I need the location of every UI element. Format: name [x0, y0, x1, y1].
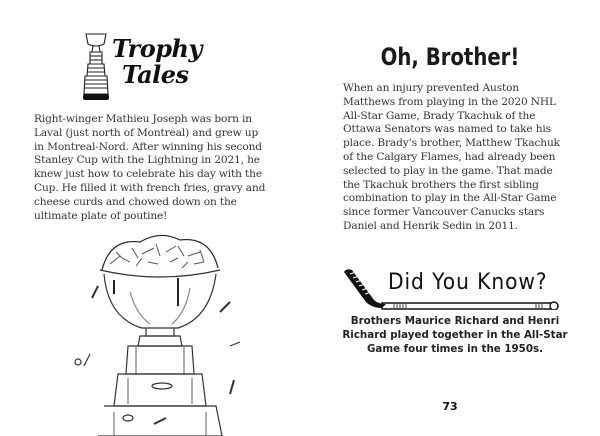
- stanley-cup-icon: [80, 32, 112, 102]
- did-you-know-text: Brothers Maurice Richard and Henri Richard played together in the All-Star Game four times in the 1950s.: [342, 315, 568, 355]
- trophy-tales-line1: Trophy: [112, 34, 202, 63]
- oh-brother-body: When an injury prevented Auston Matthews from playing in the 2020 NHL All-Star Game, Brady Tkachuk of the Ottawa Senators was named to take his place. Brady’s brother, Matthew Tkachuk of the Calgary Flames, had already been selected to play in the game. That made the Tkachuk brothers the first sibling combination to play in the All-Star Game since former Vancouver Canucks stars Daniel and Henrik Sedin in 2011.: [343, 82, 560, 232]
- trophy-tales-line2: Tales: [122, 60, 189, 89]
- poutine-cup-illustration: [70, 228, 250, 436]
- page-number: 73: [442, 400, 458, 413]
- right-page: [300, 0, 600, 436]
- did-you-know-heading: [342, 266, 562, 310]
- trophy-tales-title: [112, 36, 202, 88]
- trophy-tales-heading: [78, 30, 218, 105]
- page-title: Oh, Brother!: [380, 43, 520, 71]
- trophy-tales-body: Right-winger Mathieu Joseph was born in Laval (just north of Montreal) and grew up in Montreal-Nord. After winning his second Stanley Cup with the Lightning in 2021, he knew just how to celebrate his day with the Cup. He filled it with french fries, gravy and cheese curds and chowed down on the ultimate plate of poutine!: [34, 113, 266, 222]
- did-you-know-title: Did You Know?: [388, 270, 548, 295]
